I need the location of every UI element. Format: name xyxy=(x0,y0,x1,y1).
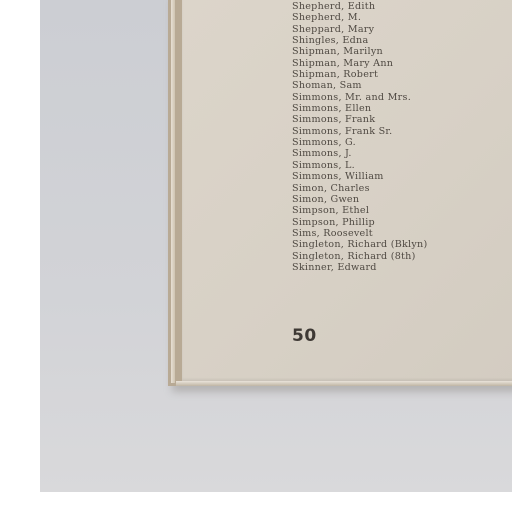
photo xyxy=(40,0,512,492)
name-entry: Simmons, William xyxy=(292,171,384,183)
name-entry: Simmons, L. xyxy=(292,159,355,171)
name-entry: Shipman, Robert xyxy=(292,69,379,81)
name-entry: Simmons, J. xyxy=(292,148,352,160)
name-entry: Simmons, G. xyxy=(292,137,356,149)
name-entry: Simmons, Ellen xyxy=(292,103,372,115)
name-entry: Simmons, Frank xyxy=(292,114,376,126)
name-entry: Simon, Charles xyxy=(292,182,370,194)
name-entry: Shipman, Marilyn xyxy=(292,46,383,58)
name-entry: Skinner, Edward xyxy=(292,261,377,273)
name-entry: Shingles, Edna xyxy=(292,35,369,47)
name-entry: Shoman, Sam xyxy=(292,80,362,92)
name-entry: Simon, Gwen xyxy=(292,193,360,205)
name-entry: Singleton, Richard (8th) xyxy=(292,250,416,262)
page-number: 50 xyxy=(292,326,317,346)
name-entry: Shepherd, Edith xyxy=(292,1,376,12)
name-entry: Simmons, Frank Sr. xyxy=(292,125,393,137)
name-entry: Shepherd, M. xyxy=(292,12,362,24)
name-list xyxy=(292,1,427,273)
name-entry: Simpson, Phillip xyxy=(292,216,375,228)
page-bottom-edge xyxy=(176,381,512,386)
name-entry: Sheppard, Mary xyxy=(292,23,375,35)
name-entry: Simpson, Ethel xyxy=(292,205,370,217)
name-entry: Simmons, Mr. and Mrs. xyxy=(292,91,411,103)
name-entry: Sims, Roosevelt xyxy=(292,227,373,239)
name-entry: Shipman, Mary Ann xyxy=(292,57,394,69)
name-entry: Singleton, Richard (Bklyn) xyxy=(292,239,428,251)
